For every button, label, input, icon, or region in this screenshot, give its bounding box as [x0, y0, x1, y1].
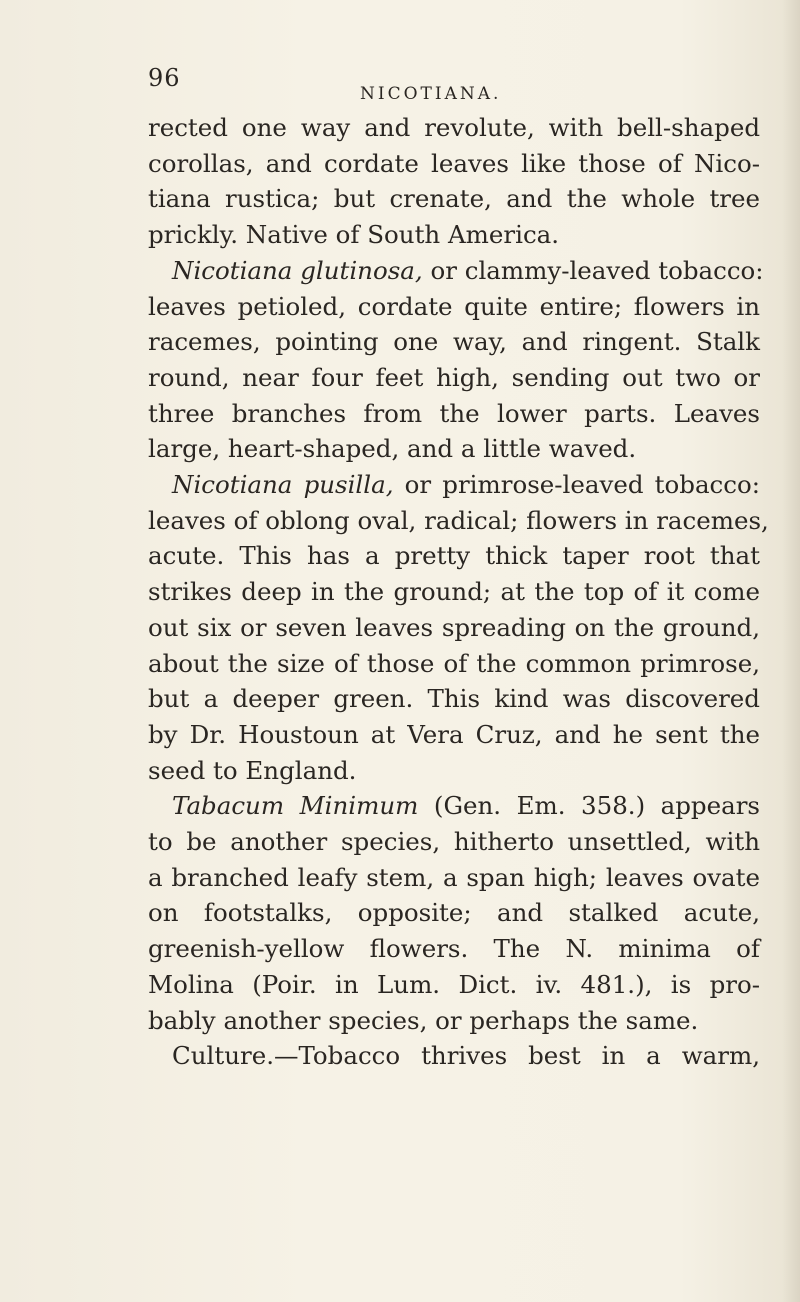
running-title: NICOTIANA. [360, 84, 502, 104]
text-line: three branches from the lower parts. Leaves [148, 398, 760, 428]
text-line: greenish-yellow flowers. The N. minima of [148, 934, 760, 964]
text-line: bably another species, or perhaps the same. [148, 1005, 699, 1035]
text-line: strikes deep in the ground; at the top of it come [148, 577, 760, 607]
text-line: about the size of those of the common primrose, [148, 648, 760, 678]
species-name: Nicotiana glutinosa, [172, 255, 423, 285]
text-line: racemes, pointing one way, and ringent. Stalk [148, 327, 760, 357]
body-text [148, 110, 769, 1074]
text-line: large, heart-shaped, and a little waved. [148, 434, 637, 464]
text-line: to be another species, hitherto unsettled, with [148, 827, 760, 857]
species-name: Tabacum Minimum [172, 791, 419, 821]
paragraph-start-line: Culture.—Tobacco thrives best in a warm, [172, 1041, 760, 1071]
page-edge-shadow [782, 0, 800, 1302]
text-line: but a deeper green. This kind was discovered [148, 684, 760, 714]
text-line: round, near four feet high, sending out two or [148, 362, 760, 392]
text-line: Molina (Poir. in Lum. Dict. iv. 481.), is pro- [148, 969, 760, 999]
text-line: a branched leafy stem, a span high; leaves ovate [148, 862, 760, 892]
text-line: corollas, and cordate leaves like those of Nico- [148, 148, 760, 178]
text-line: prickly. Native of South America. [148, 220, 560, 250]
paragraph-start-line: Nicotiana glutinosa, or clammy-leaved tobacco: [172, 255, 764, 285]
text-line: seed to England. [148, 755, 357, 785]
text-line: out six or seven leaves spreading on the ground, [148, 612, 760, 642]
text-line: acute. This has a pretty thick taper root that [148, 541, 760, 571]
text-line: rected one way and revolute, with bell-shaped [148, 113, 760, 142]
page-number: 96 [148, 64, 181, 92]
text-line: by Dr. Houstoun at Vera Cruz, and he sent the [148, 719, 760, 749]
paragraph-start-line: Tabacum Minimum (Gen. Em. 358.) appears [172, 791, 760, 821]
paragraph-start-line: Nicotiana pusilla, or primrose-leaved tobacco: [172, 470, 760, 500]
text-line: leaves petioled, cordate quite entire; flowers in [148, 291, 760, 321]
text-line: leaves of oblong oval, radical; flowers in racemes, [148, 505, 769, 535]
text-line: tiana rustica; but crenate, and the whole tree [148, 184, 760, 214]
species-name: Nicotiana pusilla, [172, 470, 394, 500]
text-line: on footstalks, opposite; and stalked acute, [148, 898, 760, 928]
